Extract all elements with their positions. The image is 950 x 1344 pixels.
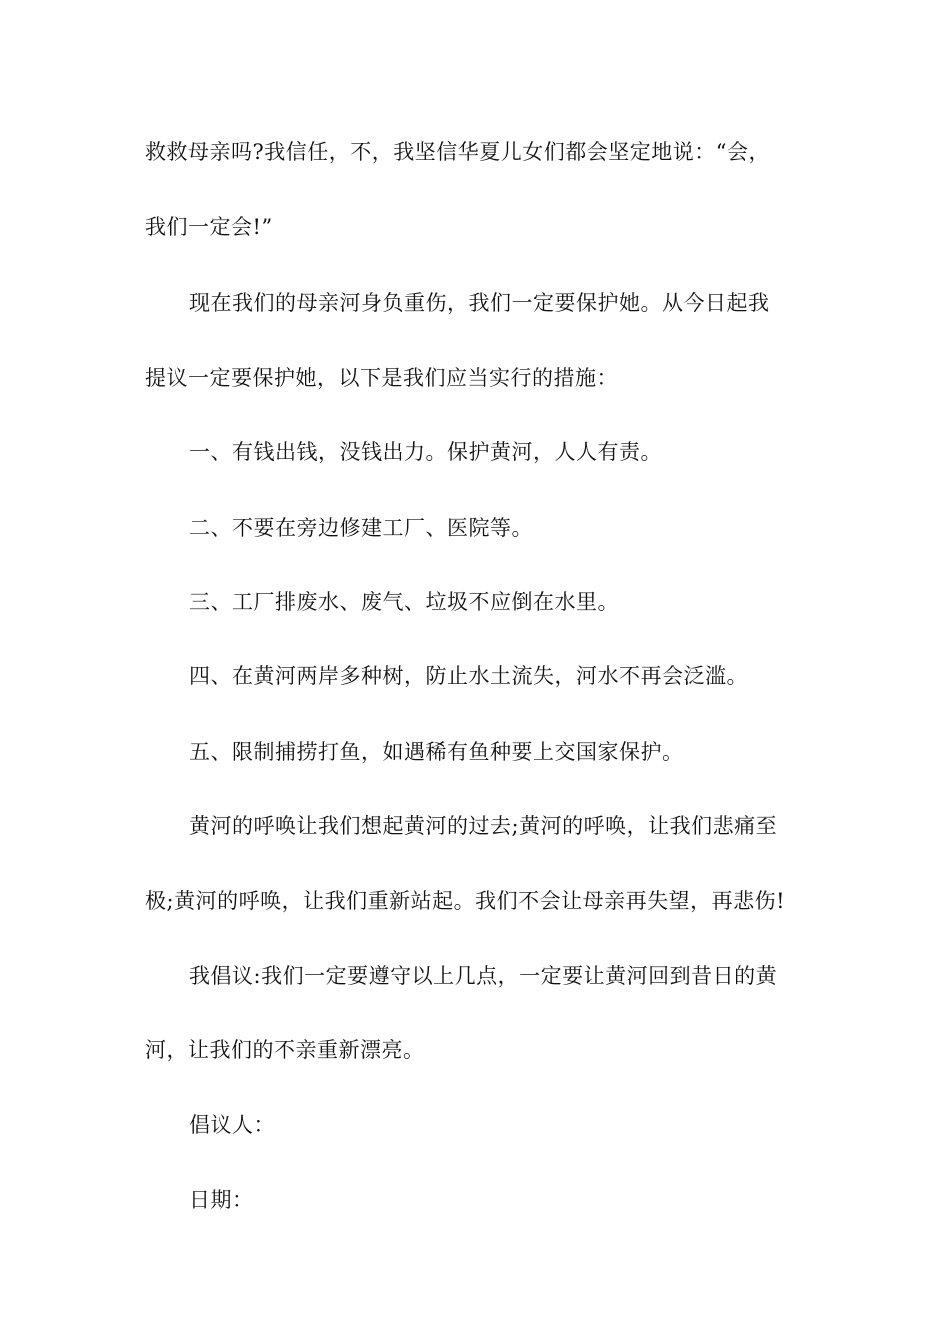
text-line: 极;黄河的呼唤，让我们重新站起。我们不会让母亲再失望，再悲伤! <box>145 889 786 913</box>
text-line: 我们一定会!” <box>145 215 273 239</box>
list-item: 二、不要在旁边修建工厂、医院等。 <box>189 516 533 540</box>
text-line: 提议一定要保护她，以下是我们应当实行的措施： <box>145 366 618 390</box>
list-item: 五、限制捕捞打鱼，如遇稀有鱼种要上交国家保护。 <box>189 740 684 764</box>
paragraph-line: 黄河的呼唤让我们想起黄河的过去;黄河的呼唤，让我们悲痛至 <box>189 814 778 838</box>
paragraph-line: 现在我们的母亲河身负重伤，我们一定要保护她。从今日起我 <box>189 291 770 315</box>
list-item: 四、在黄河两岸多种树，防止水土流失，河水不再会泛滥。 <box>189 664 748 688</box>
text-line: 河，让我们的不亲重新漂亮。 <box>145 1038 425 1062</box>
list-item: 三、工厂排废水、废气、垃圾不应倒在水里。 <box>189 590 619 614</box>
list-item: 一、有钱出钱，没钱出力。保护黄河，人人有责。 <box>189 440 662 464</box>
date-label: 日期： <box>189 1188 254 1212</box>
text-line: 救救母亲吗?我信任，不，我坚信华夏儿女们都会坚定地说：“会， <box>145 140 770 164</box>
paragraph-line: 我倡议:我们一定要遵守以上几点，一定要让黄河回到昔日的黄 <box>189 964 778 988</box>
proposer-label: 倡议人： <box>189 1113 275 1137</box>
